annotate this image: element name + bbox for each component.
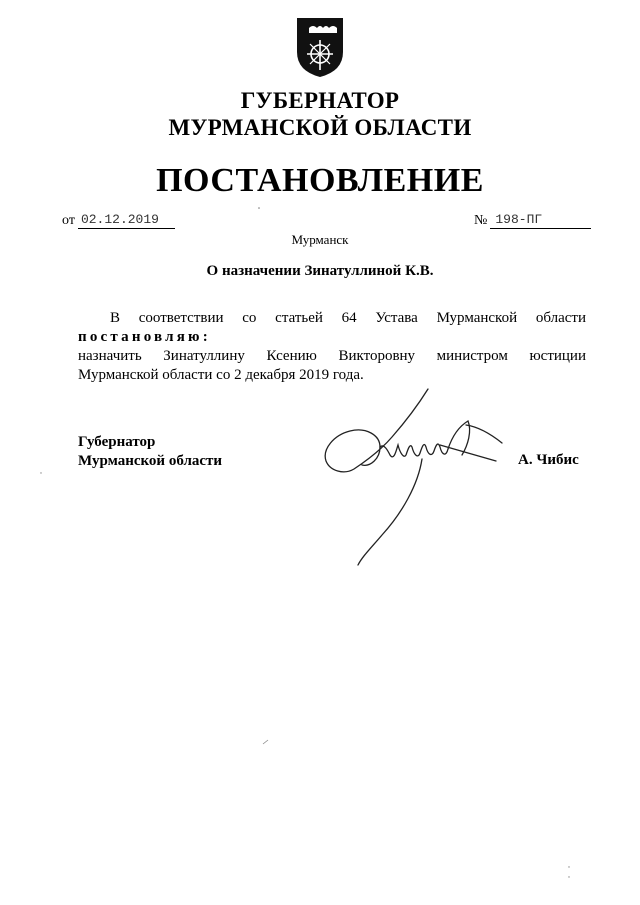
number-prefix: № [474,213,488,228]
signatory-position-line1: Губернатор [78,434,156,450]
city: Мурманск [291,232,349,247]
scan-speck [256,205,262,211]
handwritten-signature-icon [310,385,510,570]
issuer-title-line1: ГУБЕРНАТОР [240,88,400,113]
decree-word: постановляю: [78,329,211,345]
murmansk-coat-of-arms-icon [295,16,345,78]
paragraph-2-line-2: Мурманской области со 2 декабря 2019 года. [78,367,364,383]
signatory-position-line2: Мурманской области [78,453,223,469]
document-body [78,309,586,385]
signatory-position [78,433,222,471]
document-number: 198-ПГ [490,212,591,229]
paragraph-1: В соответствии со статьей 64 Устава Мурманской области [110,310,586,326]
scan-speck [38,470,44,476]
scan-speck [262,738,270,746]
document-subject: О назначении Зинатуллиной К.В. [206,263,434,279]
scan-speck [566,865,572,881]
number-block [474,212,591,229]
paragraph-2-line-1: назначить Зинатуллину Ксению Викторовну министром юстиции [78,348,586,364]
signatory-name: А. Чибис [518,452,579,468]
document-title: ПОСТАНОВЛЕНИЕ [156,162,484,199]
date-prefix: от [62,213,75,228]
paragraph-2 [78,347,586,385]
document-date: 02.12.2019 [78,212,175,229]
date-block [62,212,175,229]
issuer-title-line2: МУРМАНСКОЙ ОБЛАСТИ [168,115,472,140]
